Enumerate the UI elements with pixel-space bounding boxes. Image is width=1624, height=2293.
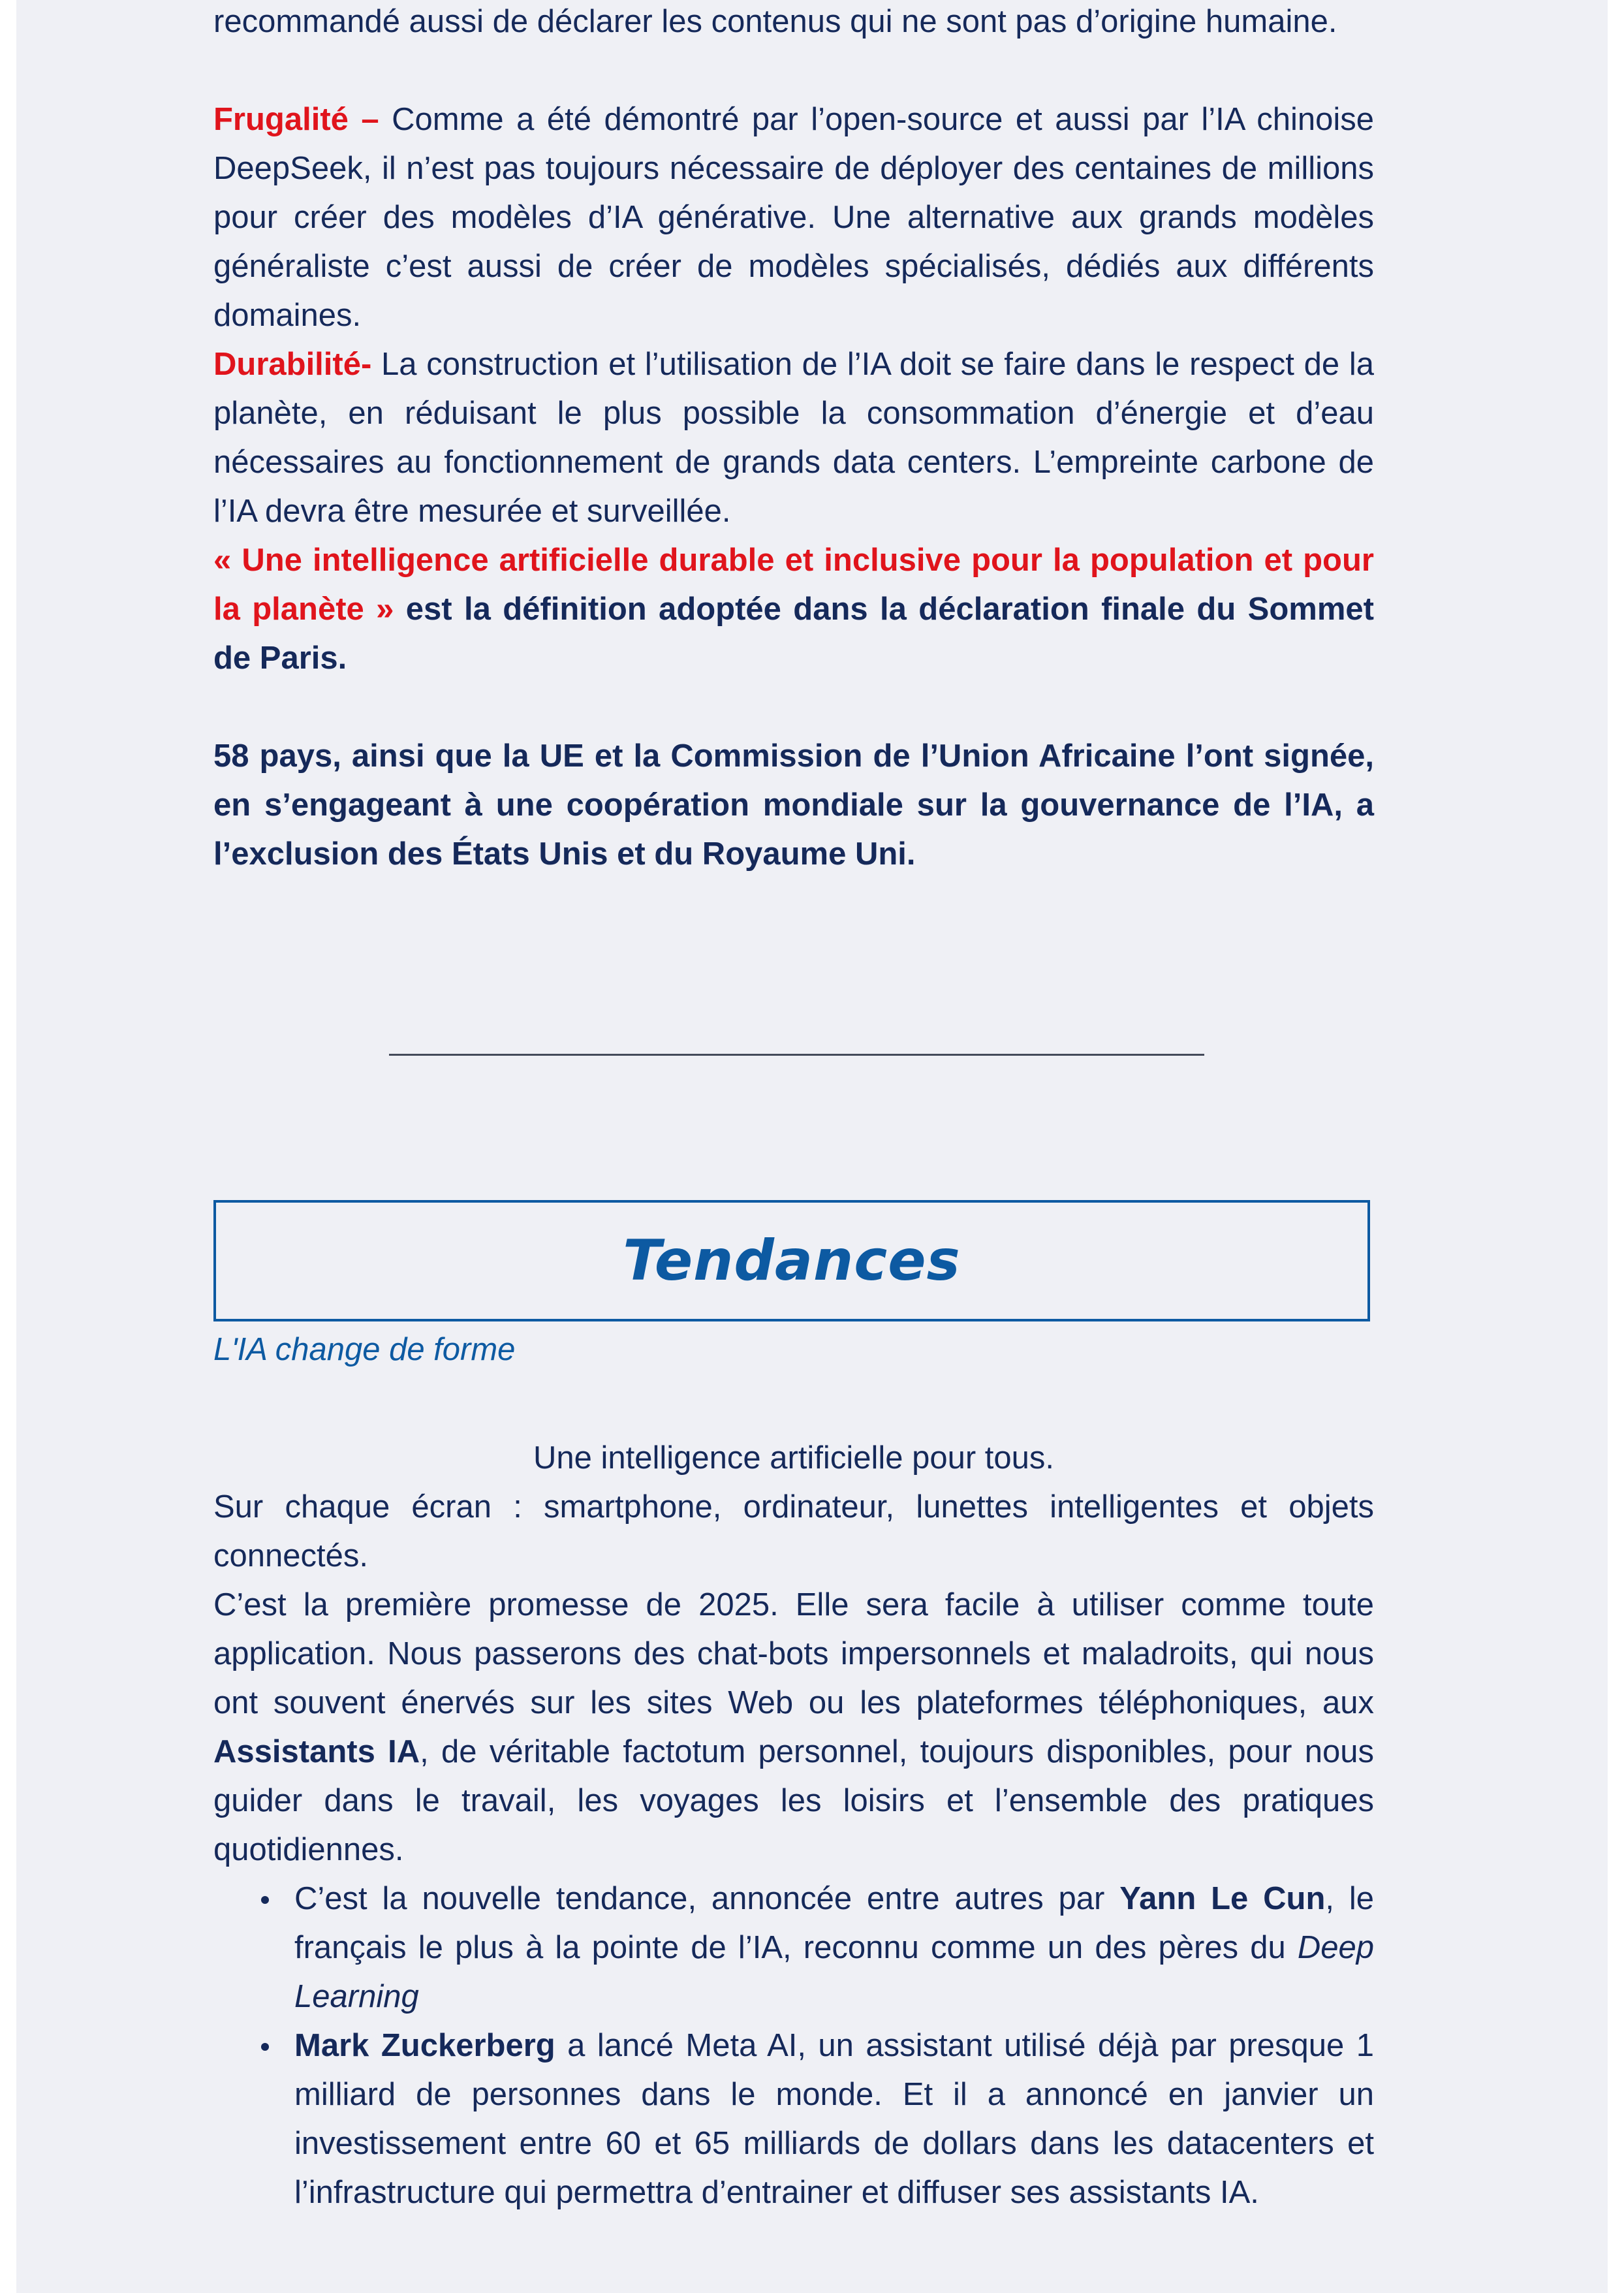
paragraph-durabilite xyxy=(213,340,1374,536)
paragraph-definition xyxy=(213,536,1374,683)
paragraph-ecran xyxy=(213,1483,1374,1581)
bullet-list xyxy=(213,1874,1374,2217)
text-durabilite: La construction et l’utilisation de l’IA doit se faire dans le respect de la planète, en réduisant le plus possible la consommation d’énergie et d’eau nécessaires au fonctionnement de grands data centers. L’empreinte carbone de l’IA devra être mesurée et surveillée. xyxy=(213,347,1374,529)
text-mark-zuckerberg: Mark Zuckerberg xyxy=(294,2028,555,2063)
quote-definition: « Une intelligence artificielle durable et inclusive pour la population et pour la planète » xyxy=(213,543,1374,627)
text-bullet2-rest: a lancé Meta AI, un assistant utilisé déjà par presque 1 milliard de personnes dans le monde. Et il a annoncé en janvier un investissement entre 60 et 65 milliards de dollars dans les datacenters et l’infrastructure qui permettra d’entrainer et diffuser ses assistants IA. xyxy=(294,2028,1375,2210)
tendances-title-box xyxy=(213,1200,1370,1321)
text-intro: Une intelligence artificielle pour tous. xyxy=(533,1440,1055,1476)
text-frugalite: Comme a été démontré par l’open-source et aussi par l’IA chinoise DeepSeek, il n’est pas toujours nécessaire de déployer des centaines de millions pour créer des modèles d’IA générative. Une alternative aux grands modèles généraliste c’est aussi de créer de modèles spécialisés, dédiés aux différents domaines. xyxy=(213,102,1374,333)
text-promesse-a: C’est la première promesse de 2025. Elle sera facile à utiliser comme toute application. Nous passerons des chat-bots impersonnels et maladroits, qui nous ont souvent énervés sur les sites Web ou les plateformes téléphoniques, aux xyxy=(213,1587,1374,1720)
paragraph-frugalite xyxy=(213,95,1374,340)
text-bullet1-a: C’est la nouvelle tendance, annoncée entre autres par xyxy=(294,1881,1120,1916)
text-yann-le-cun: Yann Le Cun xyxy=(1119,1881,1326,1916)
text-definition: est la définition adoptée dans la déclaration finale du Sommet de Paris. xyxy=(213,592,1374,676)
list-item xyxy=(294,1874,1374,2021)
top-section xyxy=(213,0,1374,879)
label-durabilite: Durabilité- xyxy=(213,347,372,382)
text-deep-learning: Deep Learning xyxy=(294,1930,1374,2014)
tendances-title: Tendances xyxy=(623,1228,961,1293)
tendances-subtitle: L'IA change de forme xyxy=(213,1332,516,1367)
text-ecran: Sur chaque écran : smartphone, ordinateur, lunettes intelligentes et objets connectés. xyxy=(213,1489,1374,1573)
paragraph-intro xyxy=(213,1434,1374,1483)
text-58-pays: 58 pays, ainsi que la UE et la Commission de l’Union Africaine l’ont signée, en s’engageant à une coopération mondiale sur la gouvernance de l’IA, a l’exclusion des États Unis et du Royaume Uni. xyxy=(213,738,1374,872)
text-bullet1-b: , le français le plus à la pointe de l’IA, reconnu comme un des pères du xyxy=(294,1881,1374,1965)
text-origine: recommandé aussi de déclarer les contenus qui ne sont pas d’origine humaine. xyxy=(213,4,1337,39)
label-frugalite: Frugalité – xyxy=(213,102,379,137)
paragraph-origine xyxy=(213,0,1374,46)
section-divider xyxy=(389,1054,1204,1056)
paragraph-promesse xyxy=(213,1581,1374,1874)
list-item xyxy=(294,2021,1374,2217)
text-promesse-b: , de véritable factotum personnel, toujours disponibles, pour nous guider dans le travail, les voyages les loisirs et l’ensemble des pratiques quotidiennes. xyxy=(213,1734,1375,1867)
tendances-section xyxy=(213,1434,1374,2217)
text-assistants-ia: Assistants IA xyxy=(213,1734,420,1769)
paragraph-58-pays xyxy=(213,732,1374,879)
